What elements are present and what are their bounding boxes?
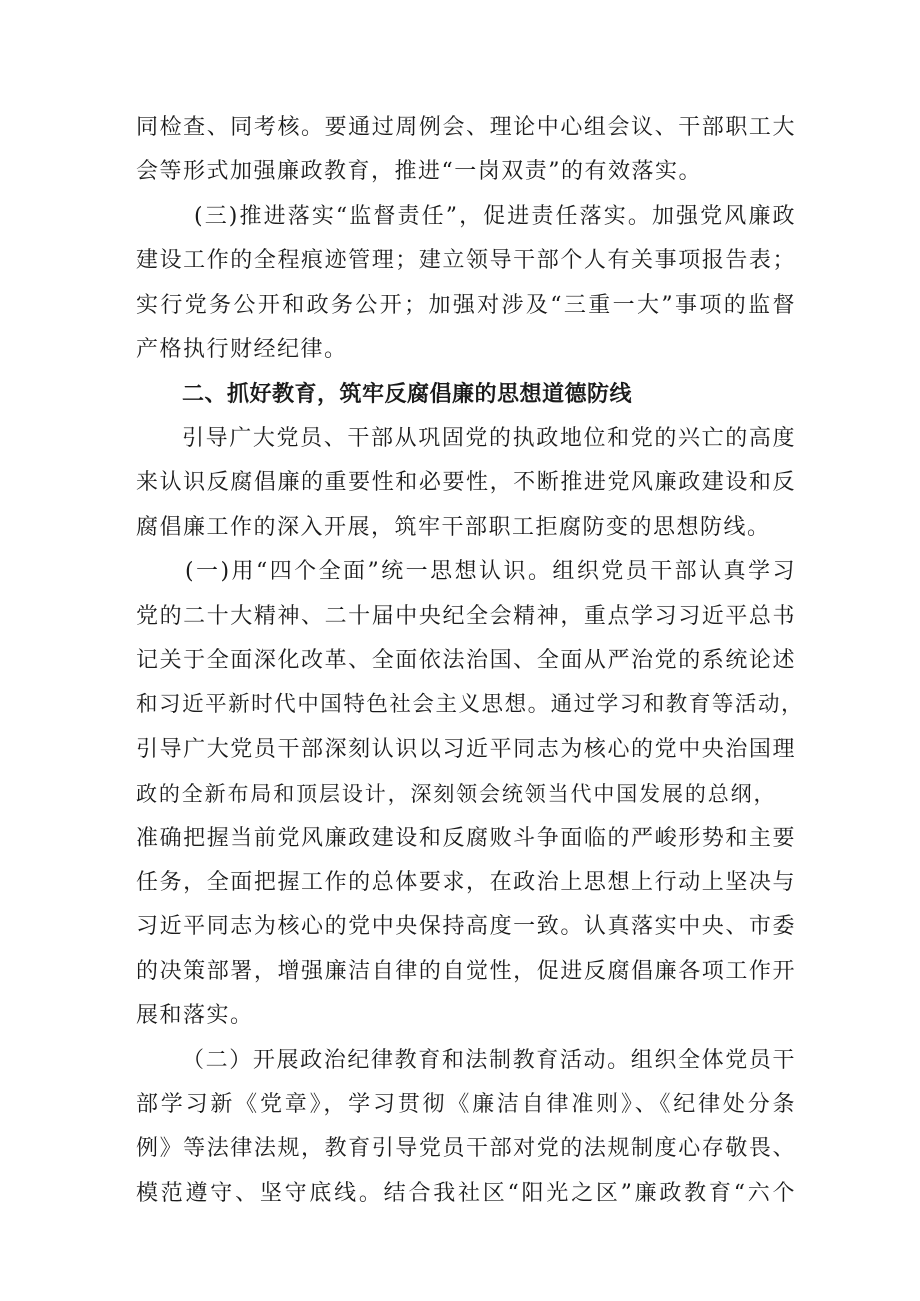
body-line: 腐倡廉工作的深入开展，筑牢干部职工拒腐防变的思想防线。 [136, 515, 771, 540]
body-line: 引导广大党员干部深刻认识以习近平同志为核心的党中央治国理 [136, 737, 796, 762]
body-line: 会等形式加强廉政教育，推进“一岗双责”的有效落实。 [136, 159, 702, 184]
body-line: 产格执行财经纪律。 [136, 337, 348, 362]
body-line: 建设工作的全程痕迹管理；建立领导干部个人有关事项报告表； [136, 248, 796, 273]
body-line: (一)用“四个全面”统一思想认识。组织党员干部认真学习 [185, 559, 796, 584]
body-line: 例》等法律法规，教育引导党员干部对党的法规制度心存敬畏、 [136, 1136, 796, 1161]
body-line: 引导广大党员、干部从巩固党的执政地位和党的兴亡的高度 [182, 426, 796, 451]
body-line: 准确把握当前党风廉政建设和反腐败斗争面临的严峻形势和主要 [136, 826, 796, 851]
body-line: 党的二十大精神、二十届中央纪全会精神，重点学习习近平总书 [136, 604, 796, 629]
body-line: 模范遵守、坚守底线。结合我社区“阳光之区”廉政教育“六个 [136, 1181, 796, 1206]
body-line: (三)推进落实“监督责任”，促进责任落实。加强党风廉政 [194, 204, 796, 229]
body-line: 实行党务公开和政务公开；加强对涉及“三重一大”事项的监督 [136, 293, 796, 318]
body-line: （二）开展政治纪律教育和法制教育活动。组织全体党员干 [182, 1048, 796, 1073]
body-line: 政的全新布局和顶层设计，深刻领会统领当代中国发展的总纲， [136, 782, 776, 806]
body-line: 同检查、同考核。要通过周例会、理论中心组会议、干部职工大 [136, 115, 796, 140]
body-line: 记关于全面深化改革、全面依法治国、全面从严治党的系统论述 [136, 648, 796, 673]
body-line: 部学习新《党章》，学习贯彻《廉洁自律准则》、《纪律处分条 [136, 1092, 796, 1117]
body-line: 展和落实。 [136, 1003, 254, 1028]
body-line: 任务，全面把握工作的总体要求，在政治上思想上行动上坚决与 [136, 870, 796, 895]
body-line: 来认识反腐倡廉的重要性和必要性，不断推进党风廉政建设和反 [136, 470, 796, 495]
body-line: 和习近平新时代中国特色社会主义思想。通过学习和教育等活动， [136, 692, 804, 717]
section-heading: 二、抓好教育，筑牢反腐倡廉的思想道德防线 [182, 382, 633, 407]
body-line: 的决策部署，增强廉洁自律的自觉性，促进反腐倡廉各项工作开 [136, 959, 796, 984]
body-line: 习近平同志为核心的党中央保持高度一致。认真落实中央、市委 [136, 914, 796, 939]
